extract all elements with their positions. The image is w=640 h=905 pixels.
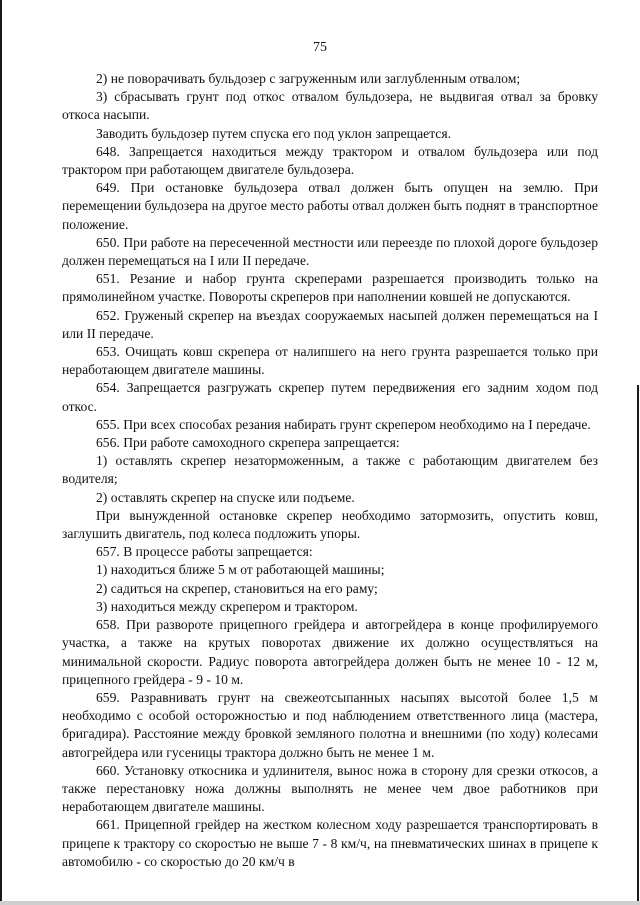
scan-bottom-edge (0, 901, 640, 905)
paragraph: 648. Запрещается находиться между трактором и отвалом бульдозера или под трактором при работающем двигателе бульдозера. (62, 143, 598, 178)
paragraph: 3) находиться между скрепером и трактором. (96, 598, 358, 614)
paragraph: 2) садиться на скрепер, становиться на его раму; (96, 580, 378, 596)
paragraph: 3) сбрасывать грунт под откос отвалом бульдозера, не выдвигая отвал за бровку откоса насыпи. (62, 89, 598, 123)
paragraph: 651. Резание и набор грунта скреперами разрешается производить только на прямолинейном участке. Повороты скреперов при наполнении ковшей не допускаются. (62, 271, 598, 305)
paragraph: 2) оставлять скрепер на спуске или подъеме. (96, 489, 355, 505)
paragraph: 2) не поворачивать бульдозер с загруженным или заглубленным отвалом; (96, 71, 521, 86)
paragraph: 649. При остановке бульдозера отвал должен быть опущен на землю. При перемещении бульдозера на другое место работы отвал должен быть поднят в транспортное положение. (62, 180, 598, 232)
paragraph: 653. Очищать ковш скрепера от налипшего на него грунта разрешается только при неработающем двигателе машины. (62, 344, 598, 378)
paragraph: 658. При развороте прицепного грейдера и автогрейдера в конце профилируемого участка, а также на крутых поворотах движение их должно осуществляться на минимальной скорости. Радиус поворота автогрейдера должен быть не менее 10 - 12 м, прицепного грейдера - 9 - 10 м. (62, 617, 598, 687)
paragraph: 659. Разравнивать грунт на свежеотсыпанных насыпях высотой более 1,5 м необходимо с особой осторожностью и под наблюдением ответственного лица (мастера, бригадира). Расстояние между бровкой земляного полотна и внешними (по ходу) колесами автогрейдера или гусеницы трактора должно быть не менее 1 м. (62, 689, 598, 760)
paragraph: 1) оставлять скрепер незаторможенным, а также с работающим двигателем без водителя; (62, 453, 598, 487)
paragraph: 654. Запрещается разгружать скрепер путем передвижения его задним ходом под откос. (62, 380, 598, 414)
paragraph: 661. Прицепной грейдер на жестком колесном ходу разрешается транспортировать в прицепе к трактору со скоростью не выше 7 - 8 км/ч, на пневматических шинах в прицепе к автомобилю - со скоростью до 20 км/ч в (62, 817, 598, 869)
paragraph: 656. При работе самоходного скрепера запрещается: (96, 435, 400, 451)
document-body (62, 70, 598, 871)
paragraph: При вынужденной остановке скрепер необходимо затормозить, опустить ковш, заглушить двигатель, под колеса подложить упоры. (62, 507, 598, 542)
paragraph: 660. Установку откосника и удлинителя, вынос ножа в сторону для срезки откосов, а также перестановку ножа должны выполнять не менее чем двое работников при неработающем двигателе машины. (62, 762, 598, 815)
page-number: 75 (313, 40, 327, 55)
paragraph: Заводить бульдозер путем спуска его под уклон запрещается. (96, 125, 451, 141)
paragraph: 657. В процессе работы запрещается: (96, 544, 313, 560)
scan-left-edge (0, 0, 2, 905)
paragraph: 652. Груженый скрепер на въездах сооружаемых насыпей должен перемещаться на I или II передаче. (62, 307, 598, 341)
scan-right-edge (637, 385, 639, 905)
paragraph: 1) находиться ближе 5 м от работающей машины; (96, 562, 385, 578)
paragraph: 650. При работе на пересеченной местности или переезде по плохой дороге бульдозер должен перемещаться на I или II передаче. (62, 234, 598, 269)
paragraph: 655. При всех способах резания набирать грунт скрепером необходимо на I передаче. (96, 416, 591, 432)
